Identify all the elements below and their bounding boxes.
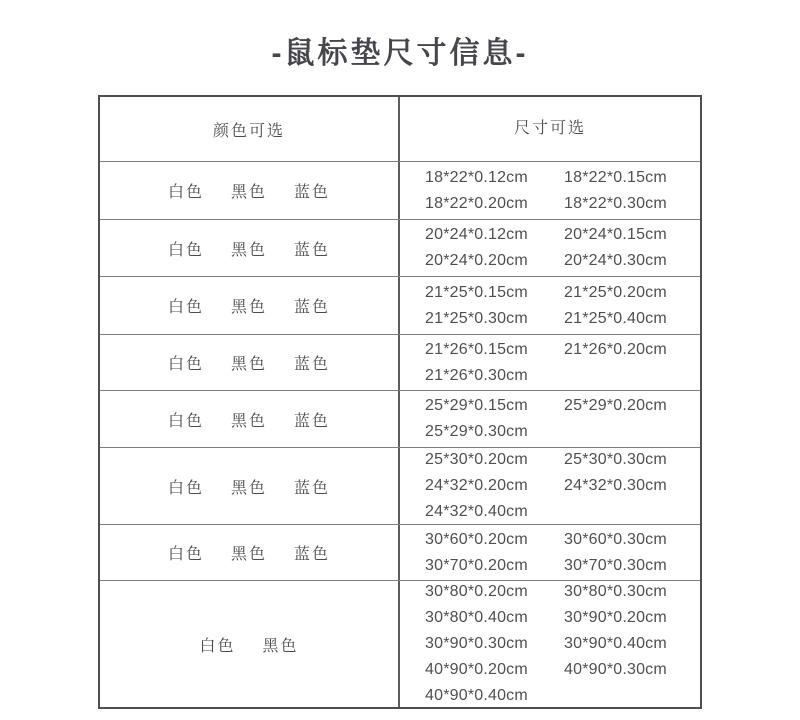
size-option: 30*80*0.20cm — [425, 583, 528, 600]
size-option: 25*29*0.30cm — [425, 423, 528, 440]
size-option: 20*24*0.30cm — [564, 252, 667, 269]
colors-cell — [100, 525, 400, 580]
table-row — [100, 447, 700, 524]
size-option: 25*30*0.30cm — [564, 451, 667, 468]
size-option: 30*90*0.30cm — [425, 635, 528, 652]
size-option: 21*25*0.15cm — [425, 283, 528, 301]
size-option: 20*24*0.15cm — [564, 226, 667, 243]
size-option: 30*70*0.20cm — [425, 556, 528, 574]
sizes-cell — [400, 448, 700, 524]
size-option: 30*70*0.30cm — [564, 556, 667, 574]
size-table — [98, 95, 702, 709]
size-option: 21*26*0.20cm — [564, 340, 667, 358]
table-row — [100, 334, 700, 390]
size-option: 30*80*0.40cm — [425, 609, 528, 626]
size-option: 18*22*0.12cm — [425, 168, 528, 186]
color-option: 蓝色 — [294, 241, 331, 259]
size-option: 21*25*0.20cm — [564, 283, 667, 301]
table-header-row — [100, 97, 700, 161]
colors-cell — [100, 162, 400, 219]
sizes-cell — [400, 391, 700, 447]
color-option: 白色 — [167, 356, 204, 373]
color-option: 黑色 — [230, 356, 267, 373]
size-option: 25*29*0.15cm — [425, 397, 528, 414]
color-option: 白色 — [167, 184, 204, 201]
sizes-cell — [400, 525, 700, 580]
size-option: 21*25*0.30cm — [425, 309, 528, 327]
size-option: 40*90*0.40cm — [425, 687, 528, 704]
size-option: 40*90*0.30cm — [564, 661, 667, 678]
size-option: 20*24*0.20cm — [425, 252, 528, 269]
size-option: 21*25*0.40cm — [564, 309, 667, 327]
color-option: 黑色 — [230, 241, 267, 259]
colors-cell — [100, 448, 400, 524]
colors-cell — [100, 277, 400, 334]
color-option: 蓝色 — [294, 546, 331, 563]
sizes-cell — [400, 335, 700, 390]
sizes-column-header: 尺寸可选 — [513, 120, 586, 137]
size-option: 24*32*0.20cm — [425, 477, 528, 494]
size-option: 24*32*0.30cm — [564, 477, 667, 494]
colors-cell — [100, 391, 400, 447]
size-option: 30*80*0.30cm — [564, 583, 667, 600]
size-option: 30*90*0.40cm — [564, 635, 667, 652]
size-option: 18*22*0.15cm — [564, 168, 667, 186]
color-option: 白色 — [167, 546, 204, 563]
size-option: 24*32*0.40cm — [425, 503, 528, 520]
size-option: 40*90*0.20cm — [425, 661, 528, 678]
color-option: 黑色 — [262, 637, 299, 655]
size-option: 25*29*0.20cm — [564, 397, 667, 414]
size-option: 18*22*0.30cm — [564, 194, 667, 212]
size-option: 30*60*0.20cm — [425, 530, 528, 548]
color-option: 白色 — [167, 299, 204, 316]
sizes-cell — [400, 220, 700, 276]
color-option: 蓝色 — [294, 184, 331, 201]
size-option: 30*90*0.20cm — [564, 609, 667, 626]
colors-cell — [100, 581, 400, 707]
color-option: 蓝色 — [294, 356, 331, 373]
size-option: 25*30*0.20cm — [425, 451, 528, 468]
color-option: 蓝色 — [294, 412, 331, 430]
table-row — [100, 390, 700, 447]
table-row — [100, 219, 700, 276]
color-option: 黑色 — [230, 299, 267, 316]
size-option: 20*24*0.12cm — [425, 226, 528, 243]
color-option: 白色 — [167, 241, 204, 259]
sizes-cell — [400, 162, 700, 219]
page-title: -鼠标垫尺寸信息- — [271, 37, 529, 70]
color-option: 黑色 — [230, 479, 267, 497]
size-option: 21*26*0.30cm — [425, 366, 528, 384]
table-row — [100, 276, 700, 334]
size-option: 18*22*0.20cm — [425, 194, 528, 212]
color-option: 蓝色 — [294, 479, 331, 497]
size-option: 30*60*0.30cm — [564, 530, 667, 548]
colors-cell — [100, 335, 400, 390]
color-option: 黑色 — [230, 184, 267, 201]
color-option: 白色 — [199, 637, 236, 655]
sizes-cell — [400, 581, 700, 707]
color-option: 黑色 — [230, 546, 267, 563]
size-option: 21*26*0.15cm — [425, 340, 528, 358]
sizes-cell — [400, 277, 700, 334]
color-option: 黑色 — [230, 412, 267, 430]
table-row — [100, 161, 700, 219]
color-option: 蓝色 — [294, 299, 331, 316]
color-option: 白色 — [167, 479, 204, 497]
table-row — [100, 580, 700, 707]
table-row — [100, 524, 700, 580]
colors-column-header: 颜色可选 — [100, 97, 400, 161]
colors-cell — [100, 220, 400, 276]
color-option: 白色 — [167, 412, 204, 430]
